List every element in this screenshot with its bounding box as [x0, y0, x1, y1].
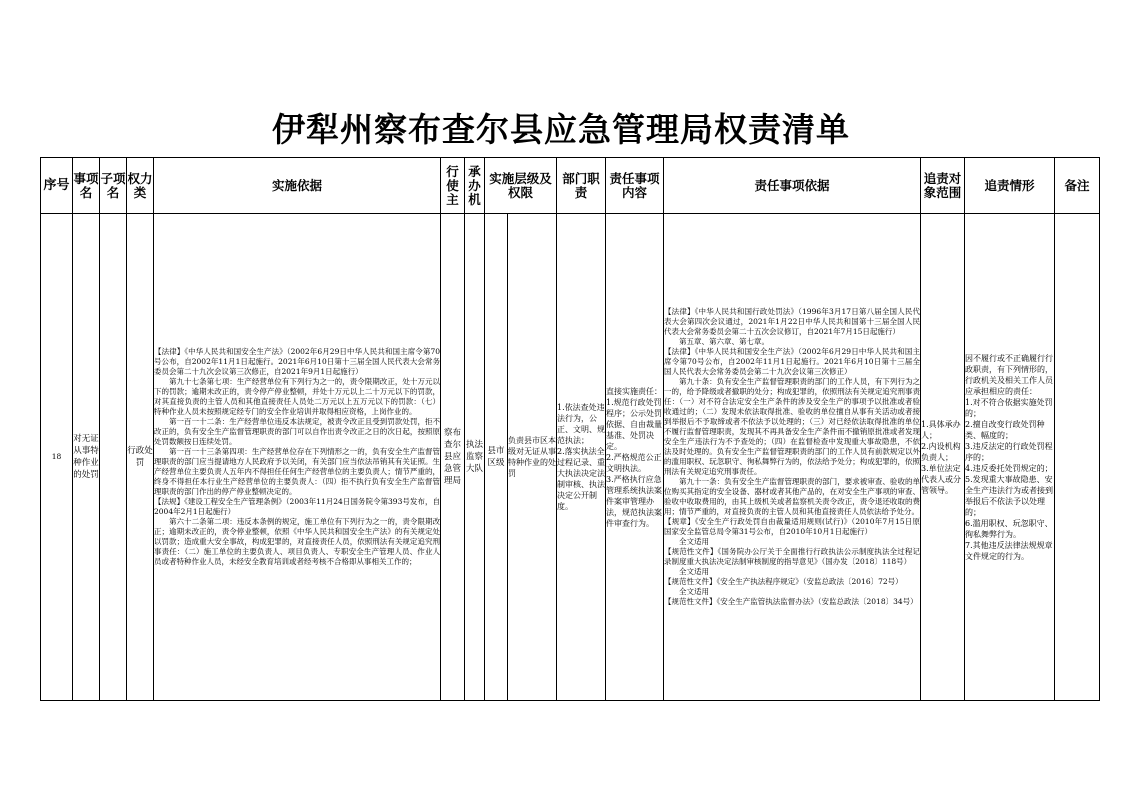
row-duty: 1.依法查处违法行为，公正、文明、规范执法； 2.落实执法全过程记录、重大执法决定法制审核、执法决定公开制度。	[557, 214, 606, 701]
paragraph: 【规范性文件】《安全生产执法程序规定》（安监总政法〔2016〕72号）	[664, 577, 903, 586]
page-title: 伊犁州察布查尔县应急管理局权责清单	[272, 110, 850, 149]
paragraph: 【法律】《中华人民共和国安全生产法》（2002年6月29日中华人民共和国主席令第70号公布，自2002年11月1日起施行。2021年6月10日第十三届全国人民代表大会常务委员会第二十九次会议第三次修正，自2021年9月1日起施行）	[154, 347, 440, 376]
row-basis	[154, 214, 441, 701]
header-resp-basis: 责任事项依据	[664, 158, 921, 214]
header-duty: 部门职责	[557, 158, 606, 214]
row-subitem	[100, 214, 127, 701]
paragraph: 全文适用	[679, 587, 710, 596]
row-undertaker: 执法监察大队	[465, 214, 485, 701]
resp-basis-paragraphs	[664, 307, 920, 607]
paragraph: 第九十七条第七项：生产经营单位有下列行为之一的，责令限期改正，处十万元以下的罚款；逾期未改正的，责令停产停业整顿，并处十万元以上二十万元以下的罚款，对其直接负责的主管人员和其他直接责任人员处二万元以上五万元以下的罚款：（七）特种作业人员未按照规定经专门的安全作业培训并取得相应资格，上岗作业的。	[154, 377, 440, 416]
row-category: 行政处罚	[127, 214, 154, 701]
paragraph: 全文适用	[679, 567, 710, 576]
paragraph: 第一百一十三条第四项：生产经营单位存在下列情形之一的，负有安全生产监督管理职责的部门应当提请地方人民政府予以关闭，有关部门应当依法吊销其有关证照。生产经营单位主要负责人五年内不得担任任何生产经营单位的主要负责人；情节严重的，终身不得担任本行业生产经营单位的主要负责人：（四）拒不执行负有安全生产监督管理职责的部门作出的停产停业整顿决定的。	[154, 447, 440, 496]
header-subitem: 子项名	[100, 158, 127, 214]
header-resp-content: 责任事项内容	[606, 158, 664, 214]
paragraph: 【法规】《建设工程安全生产管理条例》（2003年11月24日国务院令第393号发布，自2004年2月1日起施行）	[154, 497, 440, 516]
header-seq: 序号	[41, 158, 73, 214]
header-scope: 追责对象范围	[921, 158, 965, 214]
paragraph: 【规范性文件】《安全生产监管执法监督办法》（安监总政法〔2018〕34号）	[664, 597, 918, 606]
paragraph: 第九十条：负有安全生产监督管理职责的部门的工作人员，有下列行为之一的，给予降级或者撤职的处分；构成犯罪的，依照刑法有关规定追究刑事责任：（一）对不符合法定安全生产条件的涉及安全生产的事项予以批准或者验收通过的；（二）发现未依法取得批准、验收的单位擅自从事有关活动或者接到举报后不予取缔或者不依法予以处理的；（三）对已经依法取得批准的单位不履行监督管理职责，发现其不再具备安全生产条件而不撤销原批准或者发现安全生产违法行为不予查处的；（四）在监督检查中发现重大事故隐患，不依法及时处理的。负有安全生产监督管理职责的部门的工作人员有前款规定以外的滥用职权、玩忽职守、徇私舞弊行为的，依法给予处分；构成犯罪的，依照刑法有关规定追究刑事责任。	[664, 377, 921, 476]
paragraph: 【规范性文件】《国务院办公厅关于全面推行行政执法公示制度执法全过程记录制度重大执法决定法制审核制度的指导意见》（国办发〔2018〕118号）	[664, 547, 921, 566]
row-item: 对无证从事特种作业的处罚	[73, 214, 100, 701]
header-level: 实施层级及权限	[485, 158, 557, 214]
row-resp-content: 直接实施责任： 1.规范行政处罚程序；公示处罚依据、自由裁量基准、处罚决定。 2.严格规范公正文明执法。 3.严格执行应急管理系统执法案件案审管理办法，规范执法案件审查行为。	[606, 214, 664, 701]
header-remark: 备注	[1055, 158, 1100, 214]
paragraph: 第五章、第六章、第七章。	[679, 337, 770, 346]
paragraph: 第六十二条第二项：违反本条例的规定，施工单位有下列行为之一的，责令限期改正；逾期未改正的，责令停业整顿，依照《中华人民共和国安全生产法》的有关规定处以罚款；造成重大安全事故，构成犯罪的，对直接责任人员，依照刑法有关规定追究刑事责任：（二）施工单位的主要负责人、项目负责人、专职安全生产管理人员、作业人员或者特种作业人员，未经安全教育培训或者经考核不合格即从事相关工作的；	[154, 517, 440, 566]
header-circumstances: 追责情形	[965, 158, 1055, 214]
paragraph: 【法律】《中华人民共和国行政处罚法》（1996年3月17日第八届全国人民代表大会第四次会议通过，2021年1月22日中华人民共和国第十三届全国人民代表大会常务委员会第二十五次会议修订，自2021年7月15日起施行）	[664, 307, 921, 336]
row-resp-basis	[664, 214, 921, 701]
header-subject: 行使主	[441, 158, 465, 214]
header-undertaker: 承办机	[465, 158, 485, 214]
header-category: 权力类	[127, 158, 154, 214]
header-row	[41, 158, 1100, 214]
row-seq: 18	[41, 214, 73, 701]
row-subject: 察布查尔县应急管理局	[441, 214, 465, 701]
row-circumstances: 因不履行或不正确履行行政职责，有下列情形的，行政机关及相关工作人员应承担相应的责任： 1.对不符合依据实施处罚的； 2.擅自改变行政处罚种类、幅度的； 3.违反法定的行政处罚程序的； 4.违反委托处罚规定的； 5.发现重大事故隐患、安全生产违法行为或者接到举报后不依法予以处理的； 6.滥用职权、玩忽职守、徇私舞弊行为。 7.其他违反法律法规规章文件规定的行为。	[965, 214, 1055, 701]
paragraph: 第一百一十二条：生产经营单位违反本法规定，被责令改正且受到罚款处罚，拒不改正的，负有安全生产监督管理职责的部门可以自作出责令改正之日的次日起，按照原处罚数额按日连续处罚。	[154, 417, 440, 446]
responsibility-table	[40, 157, 1100, 701]
paragraph: 【规章】《安全生产行政处罚自由裁量适用规则(试行)》（2010年7月15日原国家安全监管总局令第31号公布，自2010年10月1日起施行）	[664, 517, 921, 536]
basis-paragraphs	[154, 347, 440, 567]
paragraph: 第九十一条：负有安全生产监督管理职责的部门，要求被审查、验收的单位购买其指定的安全设备、器材或者其他产品的，在对安全生产事项的审查、验收中收取费用的，由其上级机关或者监察机关责令改正，责令退还收取的费用；情节严重的，对直接负责的主管人员和其他直接责任人员依法给予处分。	[664, 477, 921, 516]
row-remark	[1055, 214, 1100, 701]
paragraph: 全文适用	[679, 537, 710, 546]
paragraph: 【法律】《中华人民共和国安全生产法》（2002年6月29日中华人民共和国主席令第70号公布，自2002年11月1日起施行。2021年6月10日第十三届全国人民代表大会常务委员会第二十九次会议第三次修正）	[664, 347, 921, 376]
row-scope: 1.具体承办人； 2.内设机构负责人； 3.单位法定代表人或分管领导。	[921, 214, 965, 701]
row-level-tier: 县市区级	[485, 214, 508, 701]
header-item: 事项名	[73, 158, 100, 214]
row-level-authority: 负责县市区本级对无证从事特种作业的处罚	[508, 214, 557, 701]
table-row	[41, 214, 1100, 701]
header-basis: 实施依据	[154, 158, 441, 214]
